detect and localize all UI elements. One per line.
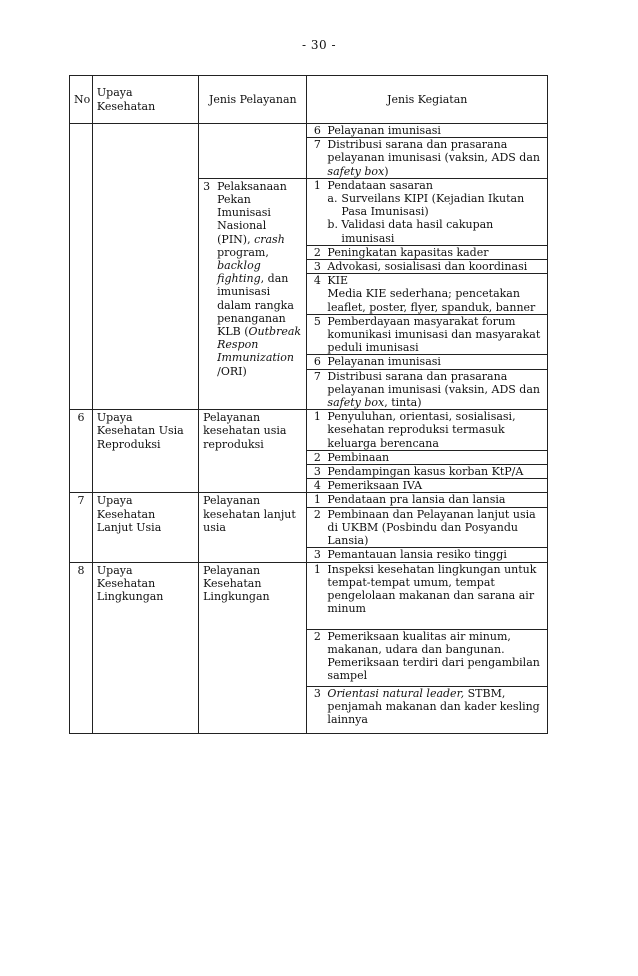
row-no: 6 [70, 410, 93, 493]
kegiatan-no: 4 [313, 274, 321, 288]
kegiatan-no: 6 [313, 124, 321, 137]
kegiatan-text: Inspeksi kesehatan lingkungan untuk tempat-tempat umum, tempat pengelolaan makanan dan sarana air minum [327, 562, 537, 616]
table-row [70, 124, 548, 138]
kegiatan-no: 3 [313, 548, 321, 562]
row-upaya: Upaya Kesehatan Lingkungan [92, 562, 198, 733]
header-jenis-pelayanan: Jenis Pelayanan [199, 76, 307, 124]
kegiatan-text: Peningkatan kapasitas kader [327, 245, 489, 259]
sub-label: a. [327, 192, 338, 206]
header-no: No [70, 76, 93, 124]
kegiatan-text: Pendampingan kasus korban KtP/A [327, 465, 524, 479]
kegiatan-text: Distribusi sarana dan prasarana pelayanan imunisasi (vaksin, ADS dan safety box, tinta) [327, 369, 540, 410]
sub-text: Surveilans KIPI (Kejadian Ikutan Pasa Imunisasi) [341, 192, 525, 219]
row-pelayanan: Pelayanan Kesehatan Lingkungan [199, 562, 307, 733]
row-pelayanan: Pelayanan kesehatan usia reproduksi [199, 410, 307, 493]
table-row [70, 178, 548, 245]
kegiatan-no: 7 [313, 369, 321, 383]
kegiatan-text: Orientasi natural leader, STBM, penjamah makanan dan kader kesling lainnya [327, 686, 540, 726]
kegiatan-no: 3 [313, 465, 321, 479]
kegiatan-text: Distribusi sarana dan prasarana pelayanan imunisasi (vaksin, ADS dan safety box) [327, 138, 540, 178]
kegiatan-text: Pemberdayaan masyarakat forum komunikasi imunisasi dan masyarakat peduli imunisasi [327, 314, 541, 355]
table-row [70, 562, 548, 629]
kegiatan-text: Pendataan sasaran [327, 178, 433, 192]
kegiatan-no: 5 [313, 314, 321, 328]
pelayanan-pin-text: Pelaksanaan Pekan Imunisasi Nasional (PIN), crash program, backlog fighting, dan imunisasi dalam rangka penanganan KLB (Outbreak Respon Immunization /ORI) [217, 179, 302, 378]
kegiatan-text: Pelayanan imunisasi [327, 355, 441, 369]
kegiatan-text: KIE [327, 274, 349, 288]
kegiatan-no: 1 [313, 562, 321, 576]
page-number: - 30 - [301, 38, 336, 52]
kegiatan-no: 3 [313, 260, 321, 274]
kegiatan-no: 6 [313, 355, 321, 369]
kegiatan-no: 2 [313, 629, 321, 643]
sub-label: b. [327, 218, 338, 232]
kegiatan-no: 7 [313, 138, 321, 152]
kegiatan-no: 1 [313, 493, 321, 507]
kegiatan-text: Pelayanan imunisasi [327, 124, 441, 137]
kegiatan-text: Pemeriksaan kualitas air minum, makanan, udara dan bangunan. Pemeriksaan terdiri dari pengambilan sampel [327, 629, 540, 683]
header-jenis-kegiatan: Jenis Kegiatan [307, 76, 548, 124]
row-upaya: Upaya Kesehatan Usia Reproduksi [92, 410, 198, 493]
row-no: 7 [70, 493, 93, 562]
table-row [70, 410, 548, 451]
kegiatan-no: 3 [313, 686, 321, 700]
kegiatan-text: Media KIE sederhana; pencetakan leaflet, poster, flyer, spanduk, banner [327, 287, 536, 314]
kegiatan-no: 4 [313, 479, 321, 493]
kegiatan-text: Pembinaan [327, 450, 390, 464]
kegiatan-no: 2 [313, 450, 321, 464]
kegiatan-no: 1 [313, 410, 321, 424]
kegiatan-text: Pemeriksaan IVA [327, 479, 423, 493]
kegiatan-no: 1 [313, 178, 321, 192]
header-upaya: Upaya Kesehatan [92, 76, 198, 124]
table-row [70, 493, 548, 507]
row-no: 8 [70, 562, 93, 733]
sub-text: Validasi data hasil cakupan imunisasi [341, 218, 494, 245]
kegiatan-no: 2 [313, 245, 321, 259]
kegiatan-text: Penyuluhan, orientasi, sosialisasi, kesehatan reproduksi termasuk keluarga berencana [327, 410, 516, 450]
pelayanan-no: 3 [203, 179, 211, 193]
row-upaya: Upaya Kesehatan Lanjut Usia [92, 493, 198, 562]
table-header-row [70, 76, 548, 124]
kegiatan-text: Pendataan pra lansia dan lansia [327, 493, 506, 507]
kegiatan-text: Pemantauan lansia resiko tinggi [327, 548, 507, 562]
service-table [69, 75, 548, 734]
kegiatan-text: Advokasi, sosialisasi dan koordinasi [327, 260, 528, 274]
row-pelayanan: Pelayanan kesehatan lanjut usia [199, 493, 307, 562]
kegiatan-text: Pembinaan dan Pelayanan lanjut usia di UKBM (Posbindu dan Posyandu Lansia) [327, 507, 536, 548]
kegiatan-no: 2 [313, 507, 321, 521]
